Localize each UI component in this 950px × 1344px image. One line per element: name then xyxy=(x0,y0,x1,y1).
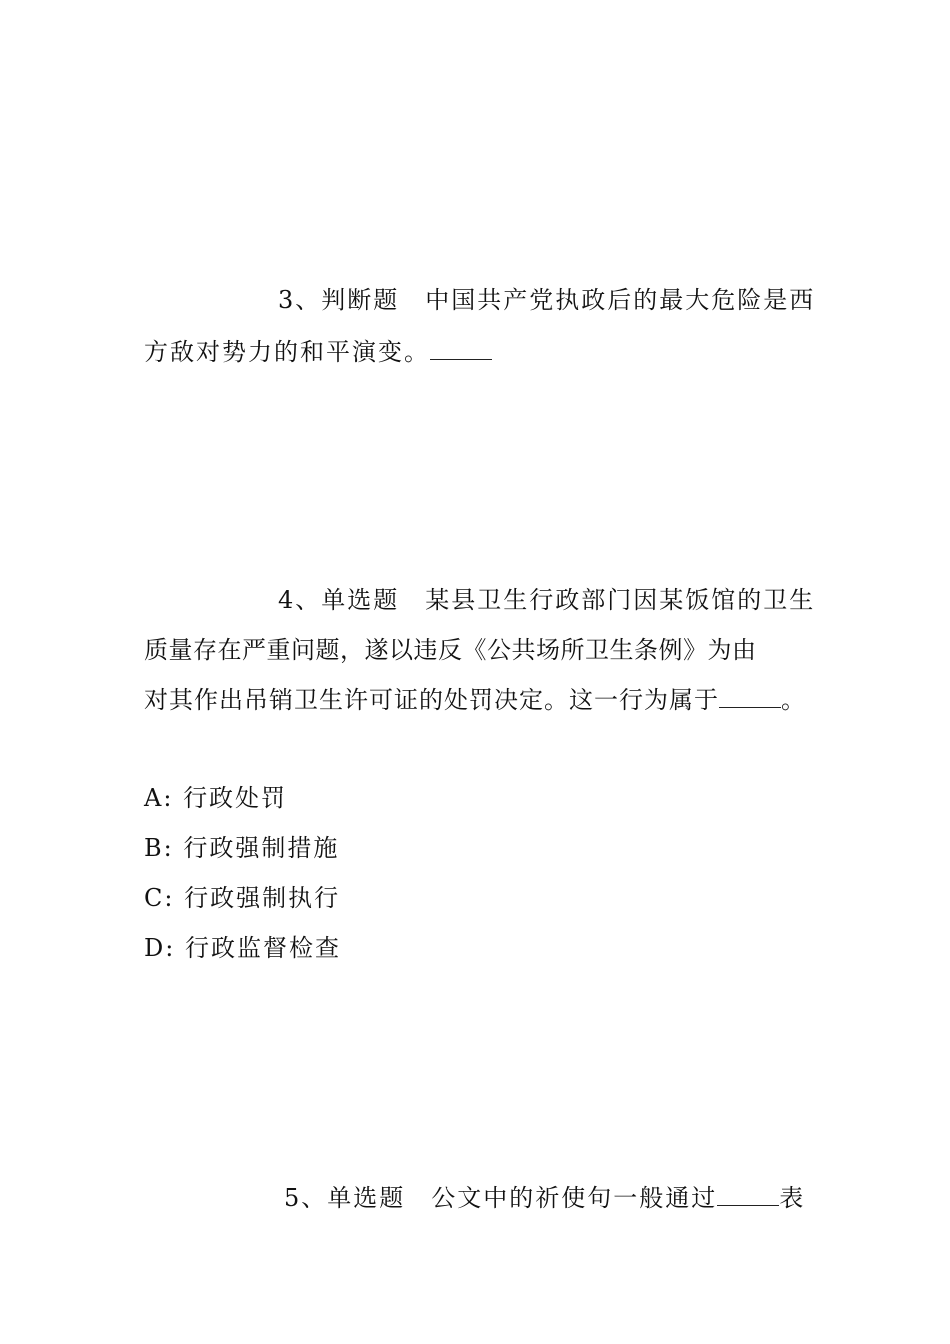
answer-blank xyxy=(430,337,492,360)
answer-blank xyxy=(719,685,781,708)
option-d xyxy=(144,932,341,964)
question-4-line-2 xyxy=(144,634,757,666)
question-3-stem-1: 中国共产党执政后的最大危险是西 xyxy=(425,286,816,314)
option-b xyxy=(144,832,339,864)
question-4-stem-1: 某县卫生行政部门因某饭馆的卫生 xyxy=(425,586,816,614)
question-4-line-1 xyxy=(278,584,815,616)
question-4-stem-3-end: 。 xyxy=(781,686,806,714)
question-5-number: 5、 xyxy=(284,1184,328,1212)
question-3-number: 3、 xyxy=(278,286,322,314)
question-5-line-1 xyxy=(284,1182,805,1214)
option-text: 行政强制执行 xyxy=(184,884,341,912)
option-label: B: xyxy=(144,834,174,862)
question-4-stem-3: 对其作出吊销卫生许可证的处罚决定。这一行为属于 xyxy=(144,686,719,714)
question-3-stem-2: 方敌对势力的和平演变。 xyxy=(144,338,430,366)
option-text: 行政监督检查 xyxy=(184,934,341,962)
option-c xyxy=(144,882,340,914)
question-3-type: 判断题 xyxy=(321,286,400,314)
question-4-line-3 xyxy=(144,684,806,716)
question-5-type: 单选题 xyxy=(327,1184,406,1212)
question-5-stem-1: 公文中的祈使句一般通过 xyxy=(431,1184,718,1212)
answer-blank xyxy=(717,1183,779,1206)
option-text: 行政强制措施 xyxy=(183,834,340,862)
question-4-number: 4、 xyxy=(278,586,322,614)
option-text: 行政处罚 xyxy=(183,784,288,812)
question-4-stem-2: 质量存在严重问题，遂以违反《公共场所卫生条例》为由 xyxy=(144,636,757,664)
question-3-line-2 xyxy=(144,336,492,368)
option-label: D: xyxy=(144,934,176,962)
question-3-line-1 xyxy=(278,284,815,316)
question-4-type: 单选题 xyxy=(321,586,400,614)
option-label: C: xyxy=(144,884,175,912)
option-label: A: xyxy=(144,784,174,812)
option-a xyxy=(144,782,287,814)
question-5-stem-1-end: 表 xyxy=(779,1184,806,1212)
